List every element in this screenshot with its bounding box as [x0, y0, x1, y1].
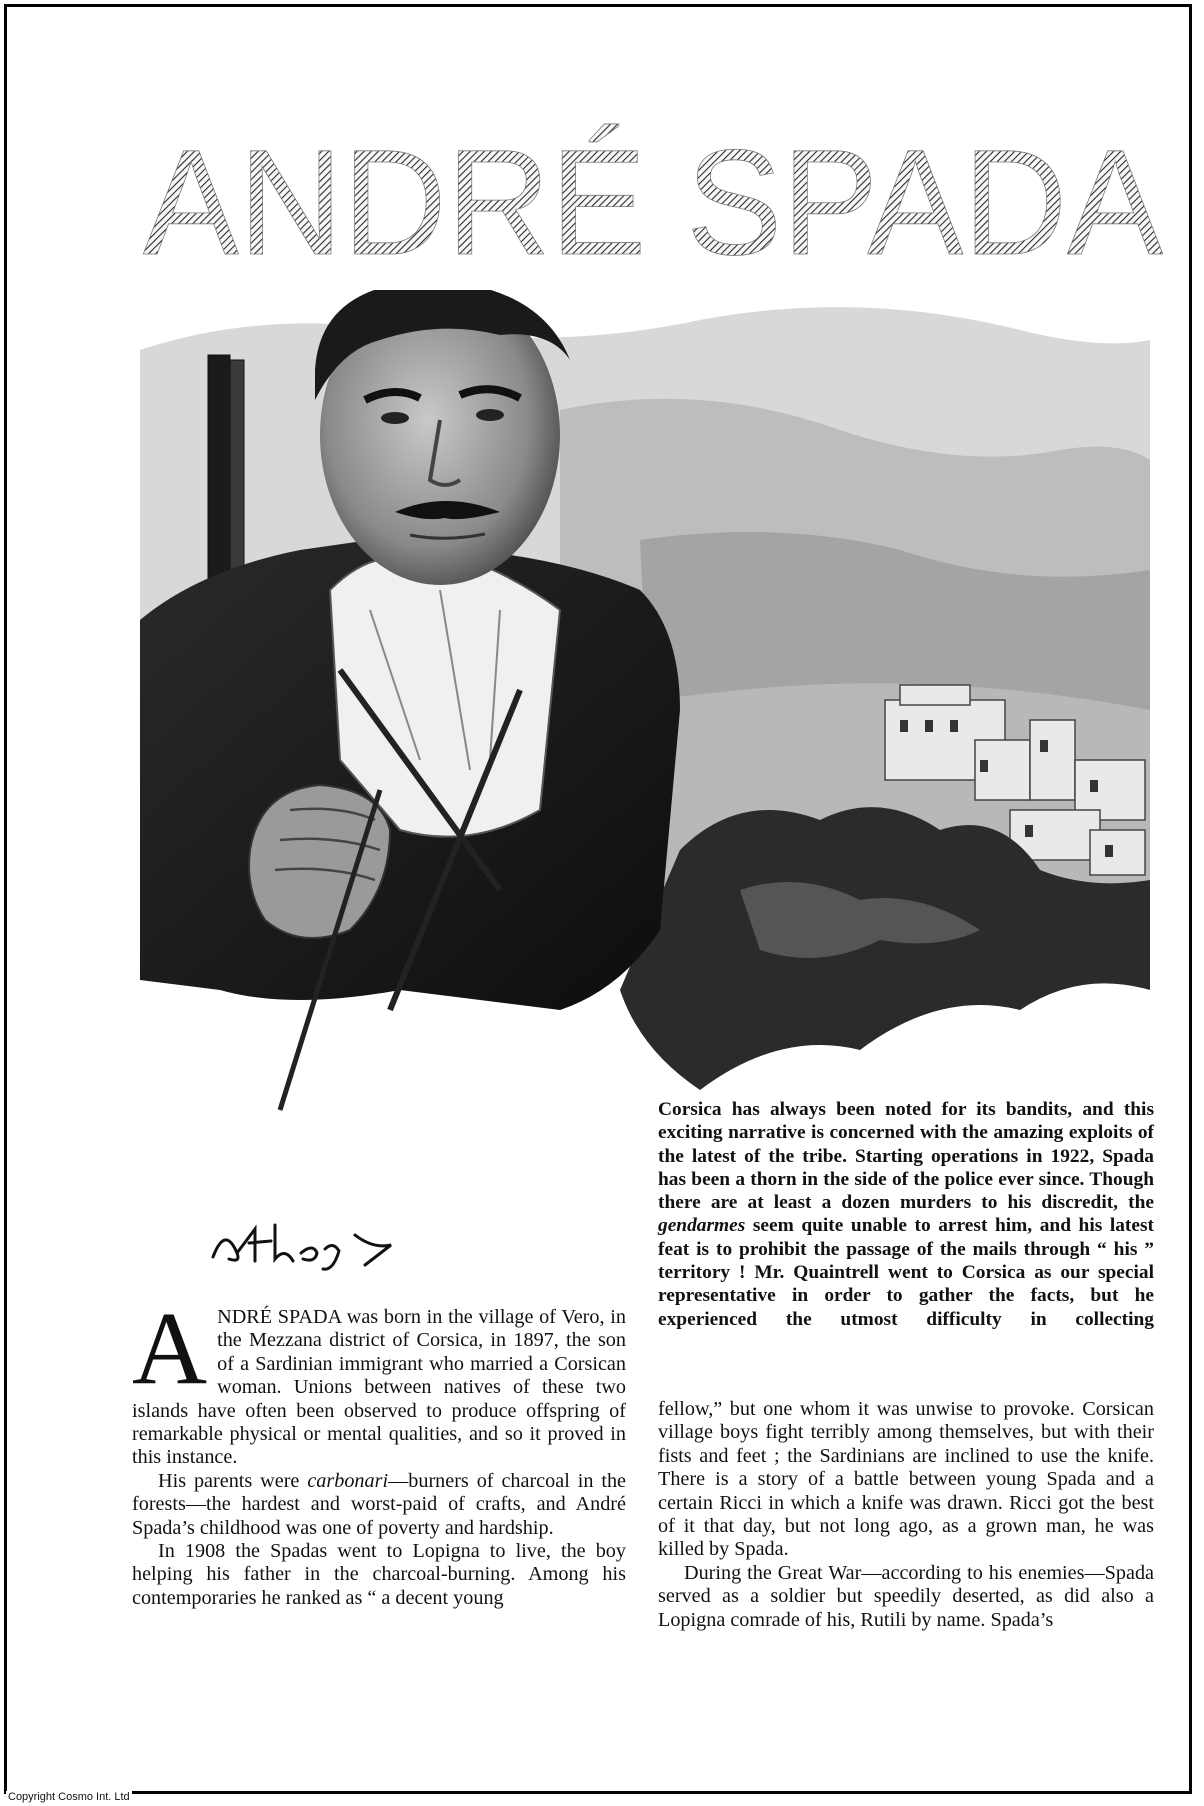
intro-blurb	[658, 1098, 1154, 1331]
left-p2-italic: carbonari	[307, 1469, 389, 1492]
copyright-notice: Copyright Cosmo Int. Ltd	[8, 1791, 130, 1803]
intro-text-2: seem quite unable to arrest him, and his latest feat is to prohibit the passage of the mails through “ his ” territory ! Mr. Quaintrell went to Corsica as our special representative in order to gather the facts, but he experienced the utmost difficulty in collecting	[658, 1215, 1154, 1330]
right-column	[658, 1398, 1154, 1632]
artist-signature	[205, 1205, 405, 1275]
intro-paragraph	[658, 1098, 1154, 1331]
right-paragraph-1: fellow,” but one whom it was unwise to provoke. Corsican village boys fight terribly among themselves, but with their fists and feet ; the Sardinians are inclined to use the knife. There is a story of a battle between young Spada and a certain Ricci in which a knife was drawn. Ricci got the best of it that day, but not long ago, as a grown man, he was killed by Spada.	[658, 1398, 1154, 1561]
left-paragraph-1-text: NDRÉ SPADA was born in the village of Vero, in the Mezzana district of Corsica, in 1897, the son of a Sardinian immigrant who married a Corsican woman. Unions between natives of these two islands have often been observed to produce offspring of remarkable physical or mental qualities, and so it proved in this instance.	[132, 1306, 626, 1469]
intro-italic: gendarmes	[658, 1215, 746, 1237]
left-column	[132, 1291, 626, 1610]
left-paragraph-2	[132, 1470, 626, 1540]
left-paragraph-3: In 1908 the Spadas went to Lopigna to live, the boy helping his father in the charcoal-burning. Among his contemporaries he ranked as “ a decent young	[132, 1540, 626, 1609]
left-eye	[381, 412, 409, 424]
article-title	[138, 108, 1168, 278]
left-p2-end: —burners of charcoal in the forests—the hardest and worst-paid of crafts, and André Spada’s childhood was one of poverty and hardship.	[132, 1469, 626, 1539]
drop-cap: A	[132, 1291, 208, 1406]
right-paragraph-2: During the Great War—according to his enemies—Spada served as a soldier but speedily deserted, as did also a Lopigna comrade of his, Rutili by name. Spada’s	[658, 1561, 1154, 1631]
bandit-illustration	[140, 290, 1160, 1200]
right-eye	[476, 409, 504, 421]
intro-text-1: Corsica has always been noted for its bandits, and this exciting narrative is concerned with the amazing exploits of the latest of the tribe. Starting operations in 1922, Spada has been a thorn in the side of the police ever since. Though there are at least a dozen murders to his discredit, the	[658, 1099, 1154, 1214]
signature-text: Atley	[205, 1205, 208, 1206]
left-paragraph-1	[132, 1291, 626, 1470]
left-p2-start: His parents were	[158, 1469, 308, 1492]
title-text: ANDRÉ SPADA	[143, 118, 1163, 278]
